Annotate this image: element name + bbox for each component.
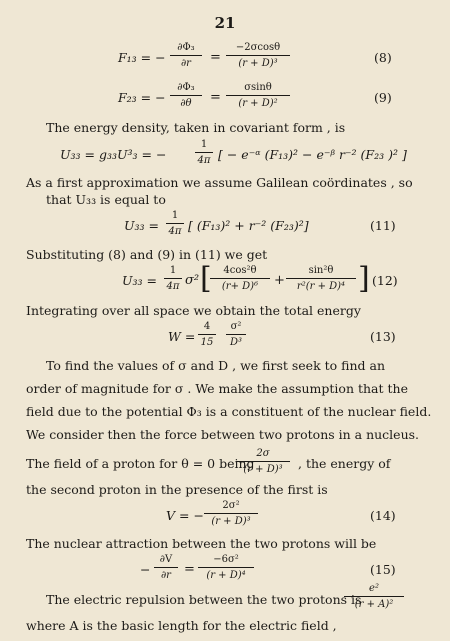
eq-u33a-frac-den: 4π <box>195 152 213 169</box>
paragraph-field-proton-a: The field of a proton for θ = 0 being <box>26 456 255 471</box>
eq9-deriv-den: ∂θ <box>170 95 202 112</box>
eq14-frac <box>204 498 258 530</box>
eq-u33a-lhs: U₃₃ = g₃₃U³₃ = − <box>60 147 167 162</box>
eq12-frac-b <box>286 263 356 295</box>
eq11-frac-den: 4π <box>166 223 184 240</box>
paragraph-find-values-4: We consider then the force between two protons in a nucleus. <box>26 427 420 442</box>
eq-u33a-frac-num: 1 <box>200 139 208 150</box>
equation-13 <box>168 319 418 355</box>
equation-12 <box>122 263 422 299</box>
eq13-frac1-num: 4 <box>203 321 211 332</box>
eq13-frac2-den: D³ <box>226 334 246 351</box>
eq12-frac-den: 4π <box>164 278 182 295</box>
eq9-deriv <box>170 80 202 112</box>
eq12-open-bracket: [ <box>200 261 212 296</box>
eq9-deriv-num: ∂Φ₃ <box>177 82 195 93</box>
eq8-deriv-den: ∂r <box>170 55 202 72</box>
eq-u33a-frac <box>195 137 213 169</box>
eq15-lhs: − <box>140 562 151 577</box>
eq12-number: (12) <box>372 273 398 288</box>
equation-9 <box>118 80 418 116</box>
eq15-result <box>198 552 254 584</box>
equation-14 <box>166 498 416 534</box>
eq12-a-den: (r+ D)⁶ <box>210 278 270 295</box>
eq8-deriv <box>170 40 202 72</box>
eq13-frac-2 <box>226 319 246 351</box>
eq13-number: (13) <box>370 329 396 344</box>
paragraph-substituting: Substituting (8) and (9) in (11) we get <box>26 247 268 262</box>
paragraph-find-values-1: To find the values of σ and D , we first seek to find an <box>46 358 386 373</box>
eq15-result-den: (r + D)⁴ <box>198 567 254 584</box>
inline-frac-field <box>236 446 290 478</box>
inline-frac-field-den: (r + D)³ <box>236 461 290 478</box>
eq15-equals: = <box>184 562 195 577</box>
eq12-frac-num: 1 <box>169 265 177 276</box>
paragraph-energy-density: The energy density, taken in covariant form , is <box>46 120 346 135</box>
eq11-number: (11) <box>370 218 396 233</box>
eq8-result-den: (r + D)³ <box>226 55 290 72</box>
eq13-frac2-num: σ² <box>230 321 242 332</box>
paragraph-find-values-2: order of magnitude for σ . We make the assumption that the <box>26 381 408 396</box>
eq11-body: [ (F₁₃)² + r⁻² (F₂₃)²] <box>188 218 309 233</box>
eq9-result <box>226 80 290 112</box>
paragraph-nuclear-attraction: The nuclear attraction between the two protons will be <box>26 536 377 551</box>
eq12-plus: + <box>274 273 285 288</box>
eq12-frac <box>164 263 182 295</box>
paragraph-integrating: Integrating over all space we obtain the total energy <box>26 303 361 318</box>
paragraph-find-values-3: field due to the potential Φ₃ is a constituent of the nuclear field. <box>26 404 432 419</box>
eq15-deriv-den: ∂r <box>154 567 178 584</box>
eq9-equals: = <box>210 90 221 105</box>
eq9-result-den: (r + D)² <box>226 95 290 112</box>
paragraph-galilean-1: As a first approximation we assume Galilean coördinates , so <box>26 175 413 190</box>
eq8-equals: = <box>210 50 221 65</box>
eq15-number: (15) <box>370 562 396 577</box>
eq15-deriv-num: ∂V <box>159 554 173 565</box>
eq12-sigma: σ² <box>185 273 200 288</box>
eq14-frac-den: (r + D)³ <box>204 513 258 530</box>
paragraph-electric-repulsion: The electric repulsion between the two protons is <box>46 592 362 607</box>
eq8-result-num: −2σcosθ <box>235 42 281 53</box>
eq11-frac-num: 1 <box>171 210 179 221</box>
eq9-number: (9) <box>374 90 392 105</box>
eq8-result <box>226 40 290 72</box>
eq12-frac-a <box>210 263 270 295</box>
equation-8 <box>118 40 418 76</box>
eq9-lhs: F₂₃ = − <box>118 90 166 105</box>
paragraph-basic-length: where A is the basic length for the electric field , <box>26 618 337 633</box>
paragraph-field-proton-b: , the energy of <box>298 456 391 471</box>
eq11-lhs: U₃₃ = <box>124 218 160 233</box>
eq15-deriv <box>154 552 178 584</box>
eq12-close-bracket: ] <box>358 261 370 296</box>
inline-frac-repulsion-den: (r + A)² <box>344 596 404 613</box>
eq-u33a-body: [ − e⁻ᵅ (F₁₃)² − e⁻ᵝ r⁻² (F₂₃ )² ] <box>218 147 407 162</box>
eq15-result-num: −6σ² <box>213 554 239 565</box>
eq12-lhs: U₃₃ = <box>122 273 158 288</box>
inline-frac-repulsion <box>344 581 404 613</box>
eq8-deriv-num: ∂Φ₃ <box>177 42 195 53</box>
inline-frac-field-num: 2σ <box>256 448 270 459</box>
paragraph-second-proton: the second proton in the presence of the first is <box>26 482 328 497</box>
eq8-lhs: F₁₃ = − <box>118 50 166 65</box>
eq14-lhs: V = − <box>166 508 204 523</box>
eq11-frac <box>166 208 184 240</box>
paragraph-galilean-2: that U₃₃ is equal to <box>46 192 166 207</box>
page-number: 21 <box>214 14 236 32</box>
eq12-a-num: 4cos²θ <box>223 265 257 276</box>
eq12-b-den: r²(r + D)⁴ <box>286 278 356 295</box>
eq14-frac-num: 2σ² <box>222 500 240 511</box>
eq14-number: (14) <box>370 508 396 523</box>
eq12-b-num: sin²θ <box>308 265 334 276</box>
eq13-lhs: W = <box>168 329 196 344</box>
eq9-result-num: σsinθ <box>244 82 272 93</box>
eq13-frac1-den: 15 <box>198 334 216 351</box>
equation-11 <box>124 208 424 244</box>
inline-frac-repulsion-num: e² <box>369 583 379 594</box>
equation-u33-covariant <box>60 137 420 173</box>
eq8-number: (8) <box>374 50 392 65</box>
eq13-frac-1 <box>198 319 216 351</box>
